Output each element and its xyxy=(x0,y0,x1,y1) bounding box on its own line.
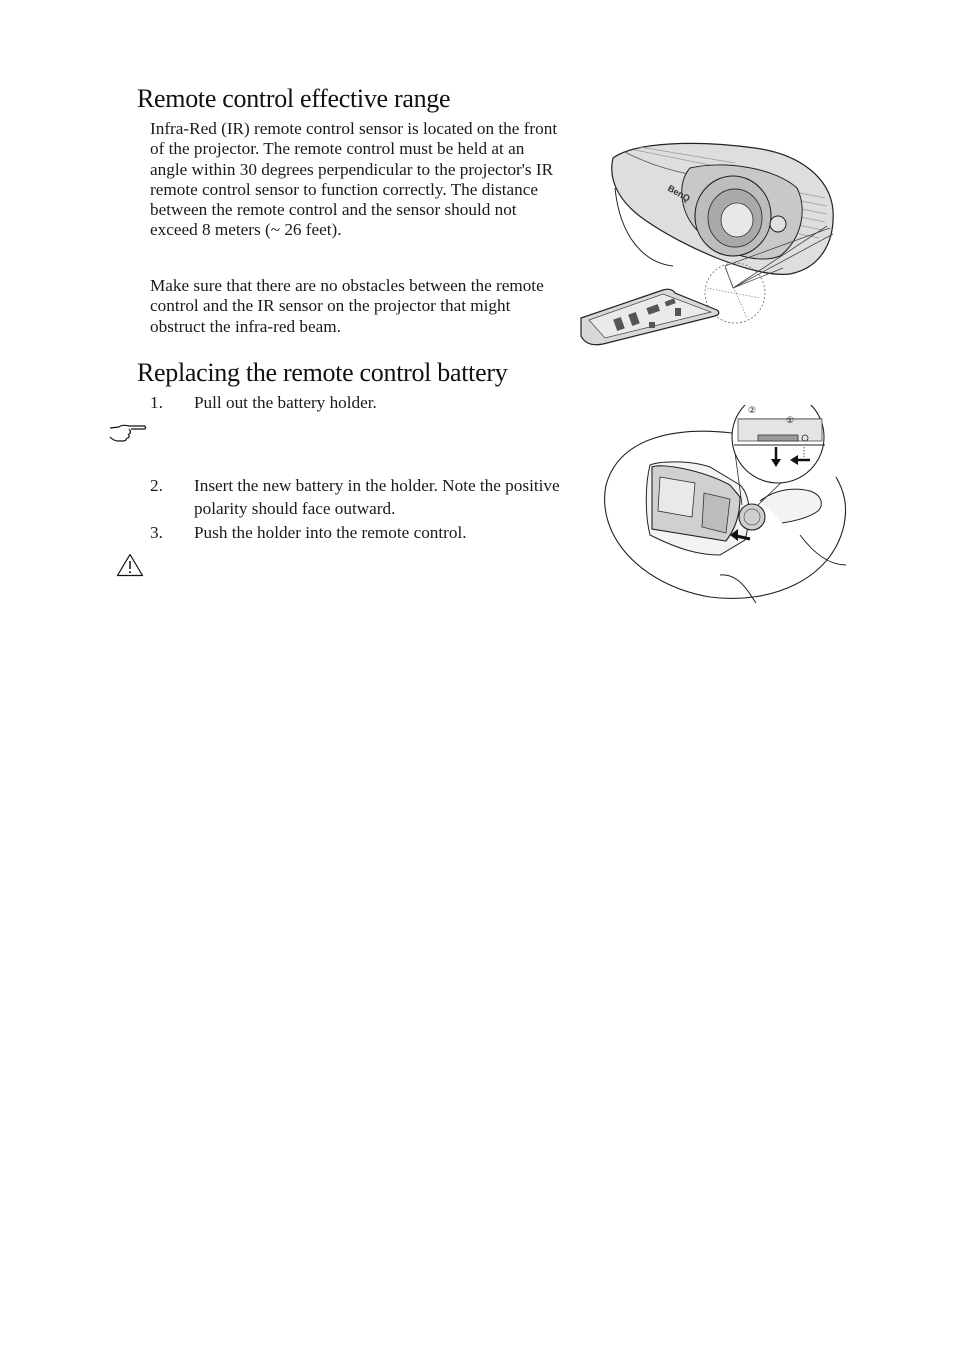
range-paragraph-2: Make sure that there are no obstacles between the remote control and the IR sensor on the projector that might obstruct the infra-red beam. xyxy=(150,276,544,336)
step-number: 2. xyxy=(150,476,163,495)
inset-label-1: ① xyxy=(786,416,795,426)
step-text: Insert the new battery in the holder. Note the positive polarity should face outward. xyxy=(194,476,560,518)
step-text: Pull out the battery holder. xyxy=(194,393,377,412)
battery-replacement-figure xyxy=(600,405,850,603)
range-paragraph-1: Infra-Red (IR) remote control sensor is located on the front of the projector. The remote control must be held at an angle within 30 degrees perpendicular to the projector's IR remote control sensor to function correctly. The distance between the remote control and the sensor should not exceed 8 meters (~ 26 feet). xyxy=(150,119,558,240)
pointing-hand-icon xyxy=(109,423,147,443)
heading-remote-range: Remote control effective range xyxy=(137,84,451,113)
step-text: Push the holder into the remote control. xyxy=(194,523,467,542)
step-number: 1. xyxy=(150,393,163,412)
projector-ir-range-figure xyxy=(575,138,840,348)
inset-label-2: ② xyxy=(748,406,757,416)
step-number: 3. xyxy=(150,523,163,542)
benq-logo: BenQ xyxy=(666,183,692,204)
heading-battery-replace: Replacing the remote control battery xyxy=(137,358,508,387)
warning-triangle-icon xyxy=(116,553,144,577)
